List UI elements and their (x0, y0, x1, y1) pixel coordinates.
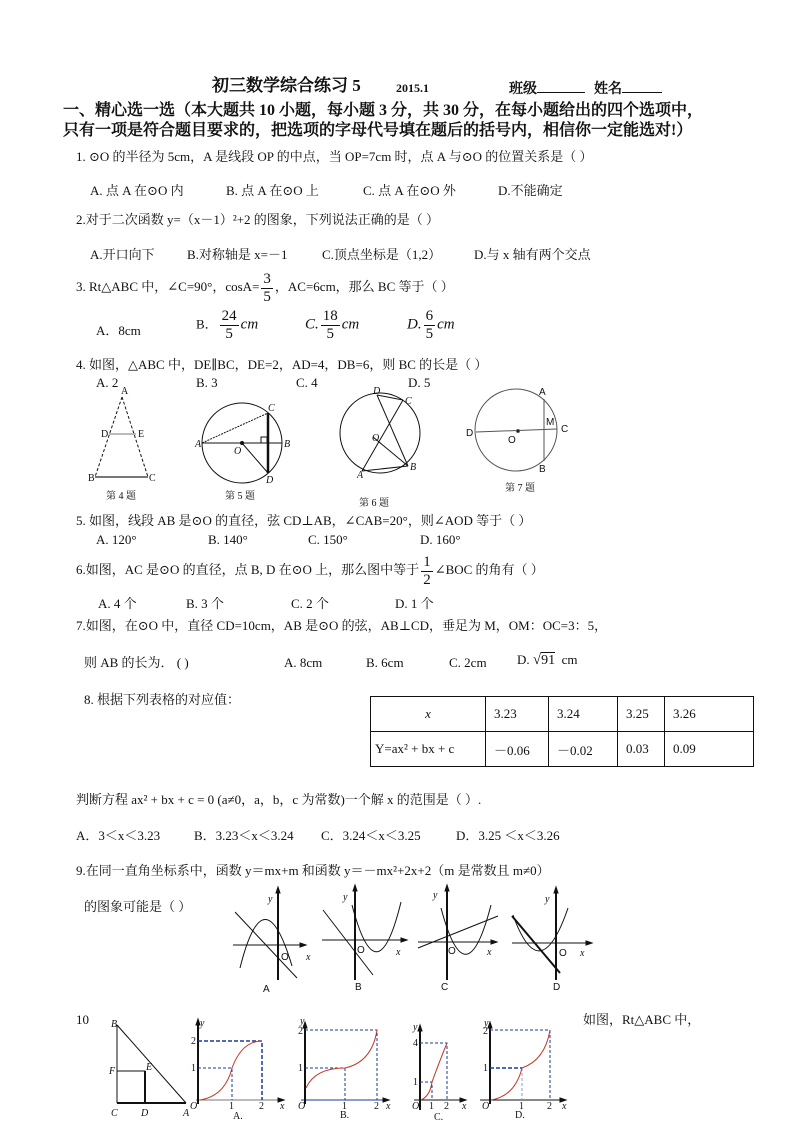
origin-label: O (281, 952, 289, 963)
option-letter: C. (305, 316, 319, 333)
q6-option-d: D. 1 个 (395, 596, 434, 611)
axis-label: y (200, 1018, 205, 1029)
unit: cm (437, 316, 455, 333)
q8-judge: 判断方程 ax² + bx + c = 0 (a≠0，a，b，c 为常数)一个解 x 的范围是（ ）. (76, 792, 482, 807)
q6-option-c: C. 2 个 (291, 596, 329, 611)
q2-option-d: D.与 x 轴有两个交点 (474, 247, 591, 262)
graph-label: B (355, 982, 362, 993)
tick-label: 1 (342, 1101, 347, 1112)
origin-label: O (298, 1101, 306, 1112)
graph-label: B. (340, 1110, 350, 1121)
axis-label: y (484, 1018, 489, 1029)
figure-caption: 第 4 题 (106, 491, 136, 502)
point-label: F (109, 1066, 116, 1077)
fraction-denominator: 5 (225, 326, 233, 342)
q6-stem-post: ∠BOC 的角有（ ） (434, 562, 544, 577)
q1-option-a: A. 点 A 在⊙O 内 (90, 183, 184, 198)
q7-option-c: C. 2cm (449, 655, 487, 670)
graph-label: D. (515, 1110, 525, 1121)
tick-label: 2 (374, 1101, 379, 1112)
table-cell: －0.02 (549, 732, 618, 767)
q8-option-d: D．3.25 ＜x＜3.26 (456, 828, 560, 843)
figure-7-circle (466, 387, 568, 494)
unit: cm (341, 316, 360, 333)
q10-graph-d (480, 1018, 567, 1121)
table-cell: －0.06 (486, 732, 549, 767)
q10-graph-b (298, 1016, 391, 1121)
fraction-numerator: 24 (221, 308, 237, 324)
point-label: D (266, 475, 274, 486)
fraction-numerator: 18 (322, 308, 338, 324)
axis-label: x (487, 947, 492, 958)
figure-6-circle (340, 386, 420, 509)
unit: cm (561, 652, 578, 667)
axis-label: y (413, 1022, 418, 1033)
q10-graph-c (412, 1022, 467, 1122)
table-header-y: Y=ax² + bx + c (371, 732, 486, 767)
tick-label: 1 (413, 1077, 418, 1088)
q6-stem-pre: 6.如图，AC 是⊙O 的直径，点 B, D 在⊙O 上，那么图中等于 (76, 562, 420, 577)
q6-option-b: B. 3 个 (186, 596, 224, 611)
q1-option-c: C. 点 A 在⊙O 外 (363, 183, 456, 198)
fraction-numerator: 3 (263, 270, 271, 287)
q3-stem-pre: 3. Rt△ABC 中，∠C=90°，cosA= (76, 279, 260, 294)
q3-option-a: A．8cm (96, 323, 141, 338)
tick-label: 2 (444, 1101, 449, 1112)
q7-option-a: A. 8cm (284, 655, 323, 670)
graph-label: A (263, 984, 270, 995)
point-label: B (410, 462, 417, 473)
point-label: C (149, 473, 156, 484)
axis-label: x (280, 1101, 285, 1112)
point-label: B (88, 473, 95, 484)
table-cell: 3.24 (549, 697, 618, 732)
tick-label: 1 (298, 1063, 303, 1074)
q8-stem: 8. 根据下列表格的对应值： (84, 692, 241, 707)
tick-label: 1 (229, 1101, 234, 1112)
point-label: E (138, 429, 145, 440)
point-label: C (268, 403, 275, 414)
q7-option-b: B. 6cm (366, 655, 404, 670)
q6-option-a: A. 4 个 (98, 596, 137, 611)
q10-text: 如图，Rt△ABC 中， (583, 1012, 701, 1027)
q1-option-b: B. 点 A 在⊙O 上 (226, 183, 319, 198)
point-label: A (539, 387, 546, 398)
tick-label: 1 (429, 1101, 434, 1112)
axis-label: x (462, 1101, 467, 1112)
q4-option-d: D. 5 (408, 375, 431, 390)
origin-label: O (559, 948, 567, 959)
q10-triangle (108, 1019, 190, 1119)
unit: cm (240, 316, 259, 333)
tick-label: 1 (483, 1063, 488, 1074)
q2-stem: 2.对于二次函数 y=（x－1）²+2 的图象，下列说法正确的是（ ） (76, 212, 440, 227)
figure-caption: 第 6 题 (359, 498, 389, 509)
option-letter: B． (196, 316, 218, 332)
point-label: A (183, 1108, 190, 1119)
point-label: B (539, 464, 546, 475)
class-label: 班级 (509, 82, 537, 97)
tick-label: 2 (191, 1036, 196, 1047)
q8-option-a: A．3＜x＜3.23 (76, 828, 161, 843)
fraction-numerator: 6 (425, 308, 434, 324)
axis-label: x (396, 947, 401, 958)
tick-label: 2 (259, 1101, 264, 1112)
point-label: A (357, 470, 364, 481)
worksheet-title: 初三数学综合练习 5 (212, 76, 361, 95)
q2-option-b: B.对称轴是 x=－1 (187, 247, 288, 262)
point-label: C (561, 424, 569, 435)
point-label: A (195, 439, 202, 450)
axis-label: y (343, 892, 348, 903)
figure-caption: 第 7 题 (505, 483, 535, 494)
table-cell: 3.26 (665, 697, 754, 732)
q8-option-b: B．3.23＜x＜3.24 (194, 828, 294, 843)
origin-label: O (448, 946, 456, 957)
q4-option-a: A. 2 (96, 375, 119, 390)
tick-label: 2 (483, 1026, 488, 1037)
q7-option-d: D. √91 cm (517, 652, 578, 668)
axis-label: x (562, 1101, 567, 1112)
table-cell: 3.23 (486, 697, 549, 732)
point-label: B (284, 439, 291, 450)
graph-label: C. (434, 1112, 444, 1122)
point-label: C (111, 1108, 118, 1119)
origin-label: O (482, 1101, 490, 1112)
axis-label: y (433, 890, 438, 901)
axis-label: y (268, 894, 273, 905)
q2-option-c: C.顶点坐标是（1,2） (322, 247, 442, 262)
point-label: E (146, 1062, 153, 1073)
point-label: M (546, 417, 555, 428)
figure-5-circle (194, 403, 290, 502)
q9-stem: 9.在同一直角坐标系中，函数 y＝mx+m 和函数 y＝－mx²+2x+2（m 是常数且 m≠0） (76, 863, 550, 878)
q8-option-c: C．3.24＜x＜3.25 (321, 828, 421, 843)
graph-label: D (553, 982, 561, 993)
table-cell: 0.03 (618, 732, 665, 767)
point-label: C (405, 396, 412, 407)
axis-label: y (545, 894, 550, 905)
table-cell: 3.25 (618, 697, 665, 732)
fraction-denominator: 5 (263, 288, 271, 305)
q4-stem: 4. 如图，△ABC 中，DE∥BC，DE=2，AD=4，DB=6，则 BC 的长是（ ） (76, 357, 488, 372)
tick-label: 2 (298, 1026, 303, 1037)
fraction-denominator: 5 (326, 326, 335, 342)
tick-label: 2 (547, 1101, 552, 1112)
point-label: O (508, 435, 516, 446)
origin-label: O (412, 1101, 420, 1112)
q1-stem: 1. ⊙O 的半径为 5cm，A 是线段 OP 的中点，当 OP=7cm 时，点 A 与⊙O 的位置关系是（ ） (76, 149, 593, 164)
fraction-numerator: 1 (423, 553, 431, 570)
table-header-x: x (371, 697, 486, 732)
sqrt-radicand: 91 (541, 653, 556, 668)
axis-label: x (386, 1101, 391, 1112)
option-letter: D. (517, 652, 530, 667)
q5-option-b: B. 140° (208, 532, 248, 547)
tick-label: 4 (413, 1038, 418, 1049)
q9-line2: 的图象可能是（ ） (84, 899, 192, 914)
point-label: O (234, 446, 242, 457)
axis-label: x (580, 948, 585, 959)
section-heading-line2: 只有一项是符合题目要求的，把选项的字母代号填在题后的括号内，相信你一定能选对!） (63, 122, 693, 139)
q1-option-d: D.不能确定 (498, 183, 563, 198)
point-label: D (141, 1108, 149, 1119)
option-letter: D. (407, 316, 422, 333)
q5-option-a: A. 120° (96, 532, 137, 547)
graph-label: A. (233, 1111, 243, 1122)
q9-graph-c (418, 885, 498, 993)
q5-option-d: D. 160° (420, 532, 461, 547)
axis-label: x (306, 952, 311, 963)
q4-option-b: B. 3 (196, 375, 218, 390)
q3-stem-post: ，AC=6cm，那么 BC 等于（ ） (274, 279, 454, 294)
point-label: B (111, 1019, 118, 1030)
fraction-denominator: 2 (423, 571, 431, 588)
q10-graph-a (190, 1018, 285, 1122)
q7-line2: 则 AB 的长为． ( ) (84, 655, 189, 670)
table-cell: 0.09 (665, 732, 754, 767)
axis-label: y (300, 1016, 305, 1027)
tick-label: 1 (519, 1101, 524, 1112)
worksheet-date: 2015.1 (396, 81, 429, 95)
q10-number: 10 (76, 1012, 89, 1027)
q4-option-c: C. 4 (296, 375, 318, 390)
point-label: D (466, 428, 474, 439)
fraction-denominator: 5 (425, 326, 434, 342)
q9-graph-b (322, 885, 407, 993)
q2-option-a: A.开口向下 (90, 247, 155, 262)
point-label: D (373, 386, 381, 397)
origin-label: O (190, 1101, 198, 1112)
name-label: 姓名 (594, 82, 622, 97)
point-label: A (121, 386, 129, 397)
point-label: D (101, 429, 109, 440)
tick-label: 1 (191, 1063, 196, 1074)
q9-graph-a (233, 887, 311, 995)
q7-stem: 7.如图，在⊙O 中，直径 CD=10cm，AB 是⊙O 的弦，AB⊥CD，垂足为 M，OM：OC=3：5， (76, 618, 608, 633)
q9-graph-d (512, 887, 592, 993)
figure-4-triangle (88, 386, 156, 502)
q5-stem: 5. 如图，线段 AB 是⊙O 的直径，弦 CD⊥AB，∠CAB=20°，则∠AOD 等于（ ） (76, 513, 532, 528)
graph-label: C (441, 982, 449, 993)
section-heading-line1: 一、精心选一选（本大题共 10 小题，每小题 3 分，共 30 分，在每小题给出的四个选项中， (63, 102, 704, 119)
figure-caption: 第 5 题 (225, 491, 255, 502)
origin-label: O (357, 945, 365, 956)
point-label: O (372, 433, 380, 444)
q5-option-c: C. 150° (308, 532, 348, 547)
